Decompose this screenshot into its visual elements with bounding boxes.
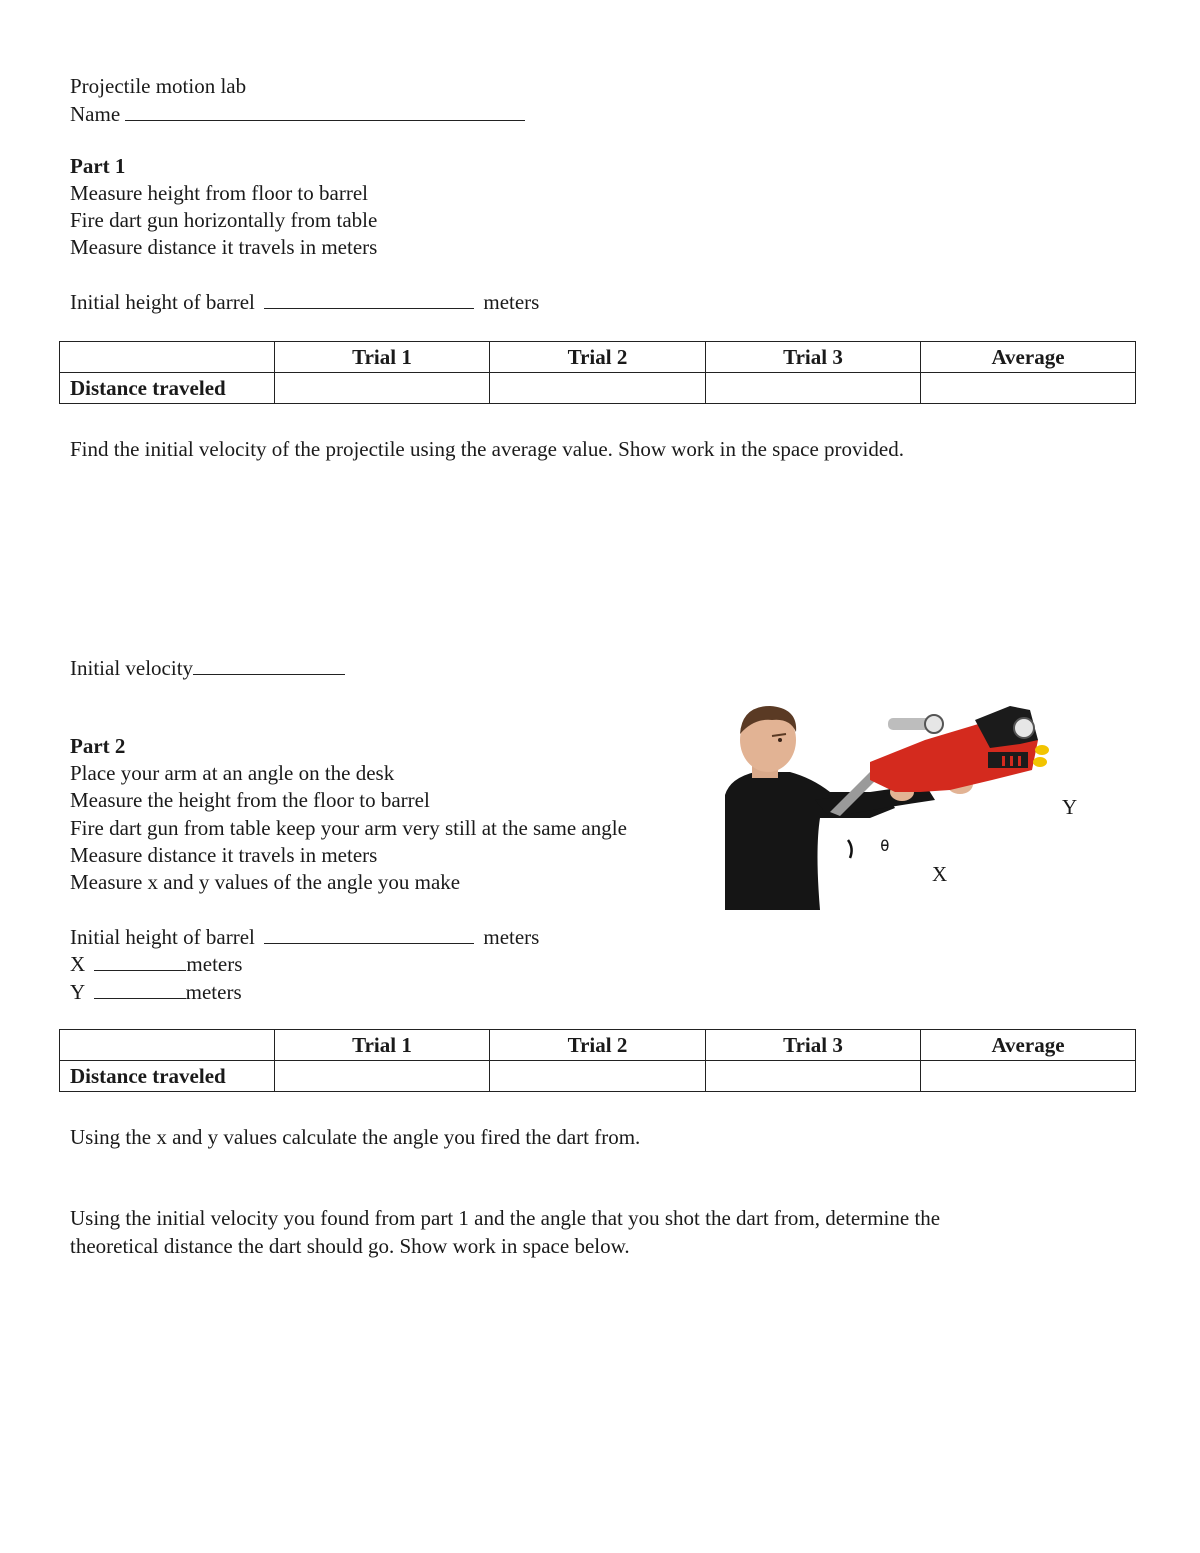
part2-step: Fire dart gun from table keep your arm very still at the same angle — [70, 816, 627, 840]
table-header-cell: Trial 2 — [490, 342, 706, 373]
table-row-label: Distance traveled — [60, 1061, 275, 1092]
part2-instruction-distance-2: theoretical distance the dart should go. Show work in space below. — [70, 1234, 630, 1258]
table-header-cell — [60, 1030, 275, 1061]
table-cell[interactable] — [275, 1061, 490, 1092]
table-header-cell: Trial 3 — [706, 342, 921, 373]
part2-height-blank[interactable] — [264, 923, 474, 944]
table-cell[interactable] — [921, 373, 1136, 404]
figure-y-label: Y — [1062, 795, 1078, 819]
name-blank[interactable] — [125, 100, 525, 121]
table-row-label: Distance traveled — [60, 373, 275, 404]
part1-trials-table — [59, 341, 1136, 404]
part1-step: Fire dart gun horizontally from table — [70, 208, 378, 232]
dart-gun-photo — [720, 700, 1060, 910]
table-header-row — [60, 1030, 1136, 1061]
x-unit: meters — [186, 952, 243, 976]
y-blank[interactable] — [94, 978, 186, 999]
angle-theta-label: θ — [880, 836, 890, 855]
table-cell[interactable] — [706, 1061, 921, 1092]
velocity-row — [70, 654, 345, 682]
table-header-cell: Average — [921, 342, 1136, 373]
y-label: Y — [70, 980, 85, 1004]
part2-height-label: Initial height of barrel — [70, 925, 255, 949]
part2-heading: Part 2 — [70, 734, 126, 758]
table-row — [60, 373, 1136, 404]
part2-step: Place your arm at an angle on the desk — [70, 761, 395, 785]
part1-instruction: Find the initial velocity of the projectile using the average value. Show work in the space provided. — [70, 437, 904, 461]
x-label: X — [70, 952, 86, 976]
figure-x-label: X — [932, 862, 948, 886]
table-header-row — [60, 342, 1136, 373]
part1-step: Measure height from floor to barrel — [70, 181, 368, 205]
part2-step: Measure x and y values of the angle you make — [70, 870, 461, 894]
part1-step: Measure distance it travels in meters — [70, 235, 378, 259]
part2-height-row — [70, 923, 539, 951]
part2-instruction-distance-1: Using the initial velocity you found from part 1 and the angle that you shot the dart from, determine the — [70, 1206, 941, 1230]
table-cell[interactable] — [490, 1061, 706, 1092]
part1-height-unit: meters — [483, 290, 540, 314]
part2-instruction-angle: Using the x and y values calculate the angle you fired the dart from. — [70, 1125, 641, 1149]
y-unit: meters — [185, 980, 242, 1004]
table-header-cell: Trial 2 — [490, 1030, 706, 1061]
table-header-cell — [60, 342, 275, 373]
table-cell[interactable] — [275, 373, 490, 404]
velocity-blank[interactable] — [193, 654, 345, 675]
document-title: Projectile motion lab — [70, 74, 247, 98]
name-label: Name — [70, 102, 121, 126]
part2-height-unit: meters — [483, 925, 540, 949]
table-cell[interactable] — [921, 1061, 1136, 1092]
name-field-row — [70, 100, 525, 128]
table-header-cell: Average — [921, 1030, 1136, 1061]
part2-step: Measure distance it travels in meters — [70, 843, 378, 867]
table-header-cell: Trial 3 — [706, 1030, 921, 1061]
table-row — [60, 1061, 1136, 1092]
y-value-row — [70, 978, 242, 1006]
part1-height-blank[interactable] — [264, 288, 474, 309]
x-blank[interactable] — [94, 950, 186, 971]
part2-step: Measure the height from the floor to barrel — [70, 788, 430, 812]
x-value-row — [70, 950, 242, 978]
table-cell[interactable] — [490, 373, 706, 404]
table-header-cell: Trial 1 — [275, 1030, 490, 1061]
part1-height-label: Initial height of barrel — [70, 290, 255, 314]
part1-heading: Part 1 — [70, 154, 126, 178]
table-cell[interactable] — [706, 373, 921, 404]
table-header-cell: Trial 1 — [275, 342, 490, 373]
part2-trials-table — [59, 1029, 1136, 1092]
part1-height-row — [70, 288, 539, 316]
velocity-label: Initial velocity — [70, 656, 194, 680]
